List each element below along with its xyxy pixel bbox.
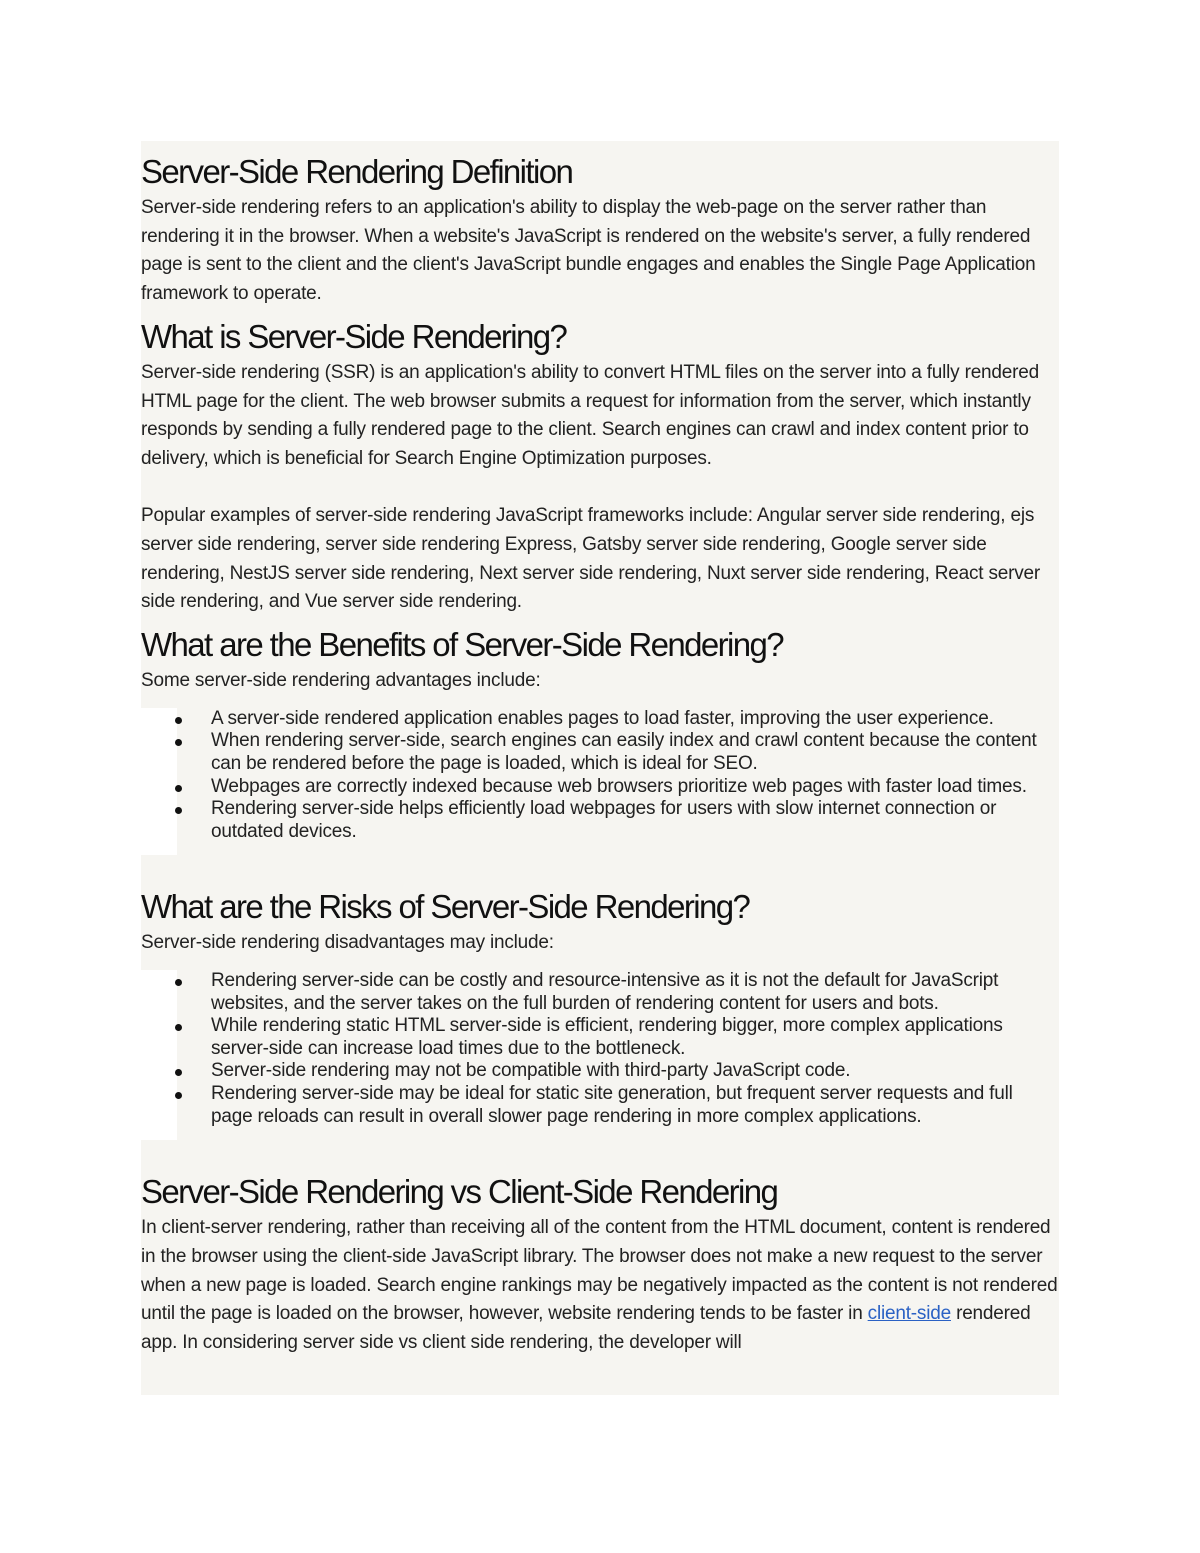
bullet-icon (175, 739, 182, 746)
section-heading: Server-Side Rendering Definition (141, 153, 573, 190)
list-item: Server-side rendering may not be compatible with third-party JavaScript code. (211, 1060, 1059, 1083)
bullet-icon (175, 1069, 182, 1076)
section-heading: What are the Risks of Server-Side Rendering? (141, 888, 750, 926)
bullet-icon (175, 1092, 182, 1099)
blank-line (141, 474, 1059, 503)
section-heading: Server-Side Rendering vs Client-Side Rendering (141, 1173, 778, 1211)
section-intro: Server-side rendering disadvantages may include: (141, 932, 554, 954)
section-paragraph: In client-server rendering, rather than receiving all of the content from the HTML document, content is rendered in the browser using the client-side JavaScript library. The browser does not make a new request to the server when a new page is loaded. Search engine rankings may be negatively impacted as the content is not rendered until the page is loaded on the browser, however, website rendering tends to be faster in client-side rendered app. In considering server side vs client side rendering, the developer will (141, 1217, 1058, 1354)
benefits-list (141, 708, 1059, 844)
section-paragraph: Server-side rendering refers to an application's ability to display the web-page on the server rather than rendering it in the browser. When a website's JavaScript is rendered on the website's server, a fully rendered page is sent to the client and the client's JavaScript bundle engages and enables the Single Page Application framework to operate. (141, 197, 1036, 305)
bullet-icon (175, 979, 182, 986)
benefits-list-container (141, 708, 1059, 844)
section-paragraph: Popular examples of server-side rendering JavaScript frameworks include: Angular server side rendering, ejs server side rendering, server side rendering Express, Gatsby server side rendering, Google server side rendering, NestJS server side rendering, Next server side rendering, Nuxt server side rendering, React server side rendering, and Vue server side rendering. (141, 505, 1041, 613)
list-item: When rendering server-side, search engines can easily index and crawl content because the content can be rendered before the page is loaded, which is ideal for SEO. (211, 730, 1059, 775)
bullet-icon (175, 785, 182, 792)
list-item: Rendering server-side helps efficiently load webpages for users with slow internet connection or outdated devices. (211, 798, 1059, 843)
client-side-link[interactable]: client-side (867, 1303, 951, 1325)
risks-list (141, 970, 1059, 1128)
bullet-icon (175, 717, 182, 724)
risks-list-container (141, 970, 1059, 1128)
blank-line (141, 843, 1059, 885)
blank-line (141, 1128, 1059, 1170)
document-content (141, 150, 1059, 1390)
section-heading: What are the Benefits of Server-Side Rendering? (141, 626, 784, 664)
bullet-icon (175, 807, 182, 814)
list-item: Webpages are correctly indexed because web browsers prioritize web pages with faster load times. (211, 776, 1059, 799)
list-item: A server-side rendered application enables pages to load faster, improving the user experience. (211, 708, 1059, 731)
bullet-icon (175, 1024, 182, 1031)
list-item: Rendering server-side may be ideal for static site generation, but frequent server requests and full page reloads can result in overall slower page rendering in more complex applications. (211, 1083, 1059, 1128)
section-intro: Some server-side rendering advantages include: (141, 670, 541, 692)
list-item: Rendering server-side can be costly and resource-intensive as it is not the default for JavaScript websites, and the server takes on the full burden of rendering content for users and bots. (211, 970, 1059, 1015)
section-paragraph: Server-side rendering (SSR) is an application's ability to convert HTML files on the server into a fully rendered HTML page for the client. The web browser submits a request for information from the server, which instantly responds by sending a fully rendered page to the client. Search engines can crawl and index content prior to delivery, which is beneficial for Search Engine Optimization purposes. (141, 361, 1040, 469)
list-item: While rendering static HTML server-side is efficient, rendering bigger, more complex applications server-side can increase load times due to the bottleneck. (211, 1015, 1059, 1060)
section-heading: What is Server-Side Rendering? (141, 317, 567, 355)
